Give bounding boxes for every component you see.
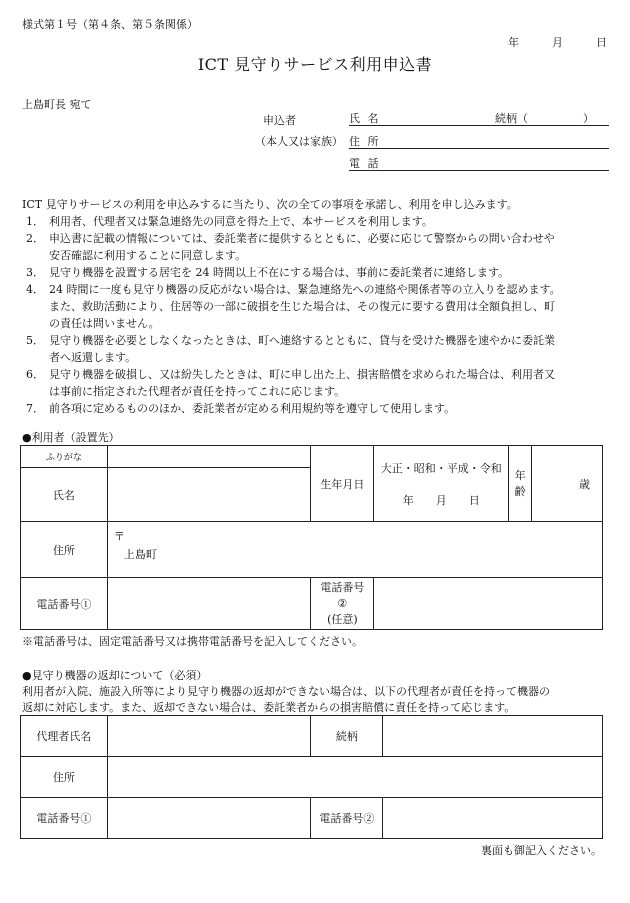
form-number: 様式第１号（第４条、第５条関係） — [22, 18, 198, 31]
phone1-input[interactable] — [107, 578, 311, 630]
era-options: 大正・昭和・平成・令和 — [380, 461, 502, 475]
date-day-label: 日 — [596, 36, 607, 49]
return-section-title: ●見守り機器の返却について（必須） — [22, 669, 208, 682]
applicant-phone-label: 電 話 — [349, 157, 381, 170]
applicant-address-field[interactable] — [349, 133, 609, 149]
consent-item: 2． 申込書に記載の情報については、委託業者に提供するとともに、必要に応じて警察からの問い合わせや 安否確認に利用することに同意します。 — [26, 232, 555, 262]
proxy-relation-input[interactable] — [383, 716, 603, 757]
return-text-line1: 利用者が入院、施設入所等により見守り機器の返却ができない場合は、以下の代理者が責任を持って機器の — [22, 685, 550, 698]
town-name: 上島町 — [123, 548, 157, 561]
consent-list — [22, 213, 622, 417]
applicant-phone-field[interactable] — [349, 155, 609, 171]
birthdate-input[interactable] — [374, 446, 509, 522]
applicant-relation-label: 続柄（ ） — [495, 112, 594, 125]
furigana-label: ふりがな — [21, 446, 108, 468]
consent-item: 7． 前各項に定めるもののほか、委託業者が定める利用規約等を遵守して使用します。 — [26, 402, 456, 415]
applicant-name-field[interactable] — [349, 110, 609, 126]
consent-item: 1． 利用者、代理者又は緊急連絡先の同意を得た上で、本サービスを利用します。 — [26, 215, 433, 228]
applicant-sublabel: （本人又は家族） — [255, 135, 343, 148]
phone2-label: 電話番号 ② (任意) — [311, 578, 374, 630]
age-label: 年 齢 — [509, 446, 532, 522]
user-table — [20, 445, 603, 630]
applicant-name-label: 氏 名 — [349, 112, 381, 125]
addressee: 上島町長 宛て — [22, 98, 92, 111]
furigana-input[interactable] — [107, 446, 311, 468]
proxy-phone2-input[interactable] — [383, 798, 603, 839]
consent-item: 6． 見守り機器を破損し、又は紛失したときは、町に申し出た上、損害賠償を求められた場合は、利用者又 は事前に指定された代理者が責任を持ってこれに応じます。 — [26, 368, 555, 398]
consent-item: 4． 24 時間に一度も見守り機器の反応がない場合は、緊急連絡先への連絡や関係者等の立入りを認めます。 また、救助活動により、住居等の一部に破損を生じた場合は、その復元に要する費用は全額負担し、町 の責任は問いません。 — [26, 283, 561, 330]
proxy-relation-label: 続柄 — [311, 716, 383, 757]
address-input[interactable] — [107, 522, 602, 578]
page-title: ICT 見守りサービス利用申込書 — [197, 55, 433, 74]
phone1-label: 電話番号① — [21, 578, 108, 630]
proxy-address-input[interactable] — [107, 757, 602, 798]
proxy-name-input[interactable] — [107, 716, 311, 757]
phone-note: ※電話番号は、固定電話番号又は携帯電話番号を記入してください。 — [22, 635, 363, 648]
proxy-name-label: 代理者氏名 — [21, 716, 108, 757]
age-input[interactable] — [532, 446, 603, 522]
proxy-address-label: 住所 — [21, 757, 108, 798]
phone2-input[interactable] — [374, 578, 603, 630]
proxy-table — [20, 715, 603, 839]
applicant-label: 申込者 — [263, 114, 296, 127]
postal-mark: 〒 — [113, 530, 125, 543]
name-input[interactable] — [107, 468, 311, 522]
consent-intro: ICT 見守りサービスの利用を申込みするに当たり、次の全ての事項を承諾し、利用を申し込みます。 — [22, 198, 518, 211]
consent-item: 3． 見守り機器を設置する居宅を 24 時間以上不在にする場合は、事前に委託業者に連絡します。 — [26, 266, 510, 279]
return-text-line2: 返却に対応します。また、返却できない場合は、委託業者からの損害賠償に責任を持って応じます。 — [22, 701, 516, 714]
back-page-note: 裏面も御記入ください。 — [481, 844, 602, 857]
age-unit: 歳 — [579, 477, 590, 491]
name-label: 氏名 — [21, 468, 108, 522]
proxy-phone2-label: 電話番号② — [311, 798, 383, 839]
birthdate-ymd: 年 月 日 — [402, 493, 480, 507]
proxy-phone1-label: 電話番号① — [21, 798, 108, 839]
applicant-address-label: 住 所 — [349, 135, 381, 148]
date-year-label: 年 — [508, 36, 519, 49]
user-section-title: ●利用者（設置先） — [22, 431, 120, 444]
consent-item: 5． 見守り機器を必要としなくなったときは、町へ連絡するとともに、貸与を受けた機器を速やかに委託業 者へ返還します。 — [26, 334, 555, 364]
date-month-label: 月 — [552, 36, 563, 49]
address-label: 住所 — [21, 522, 108, 578]
birthdate-label: 生年月日 — [311, 446, 374, 522]
proxy-phone1-input[interactable] — [107, 798, 311, 839]
